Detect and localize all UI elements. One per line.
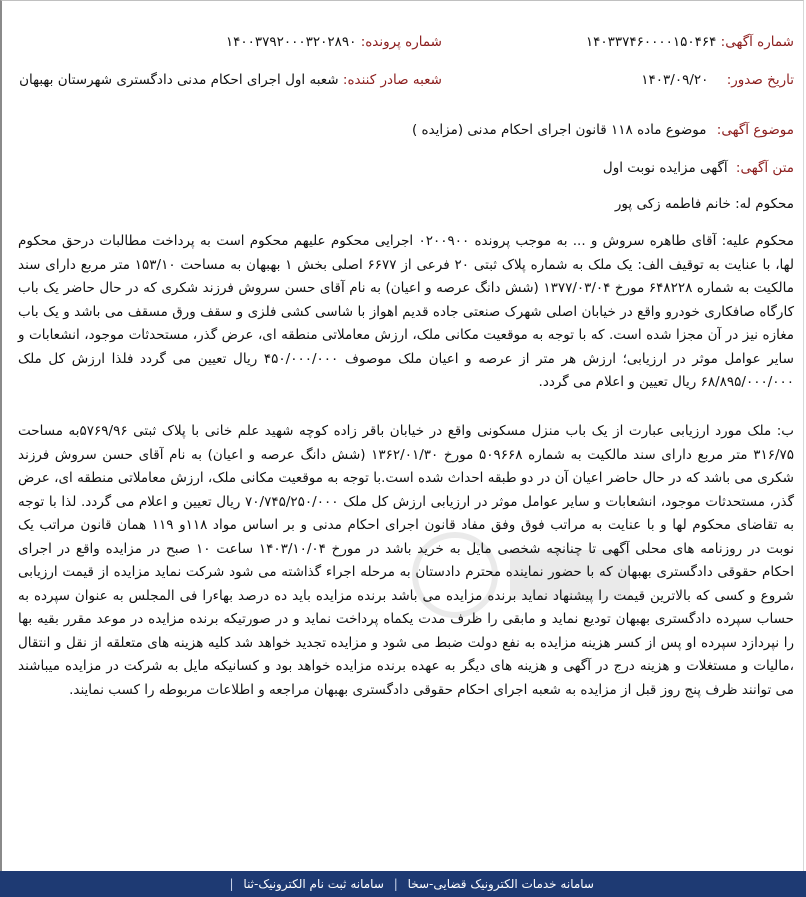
issue-date-value: ۱۴۰۳/۰۹/۲۰ [641,72,709,88]
case-number-label: شماره پرونده: [360,34,442,50]
subject [412,122,794,138]
issuing-branch [19,72,442,88]
notice-text-label: متن آگهی: [735,160,794,176]
footer-links [224,871,594,897]
footer-service-link[interactable]: سامانه خدمات الکترونیک قضایی-سخا [407,877,594,891]
notice-text [603,160,794,176]
beneficiary: محکوم له: خانم فاطمه زکی پور [614,196,794,212]
notice-number-label: شماره آگهی: [720,34,794,50]
footer-separator: | [393,877,398,891]
subject-value: موضوع ماده ۱۱۸ قانون اجرای احکام مدنی (مزایده ) [411,122,707,138]
footer-bar [0,871,806,897]
issue-date [641,72,794,88]
subject-label: موضوع آگهی: [716,122,794,138]
issuing-branch-label: شعبه صادر کننده: [342,72,442,88]
paragraph-debtor: محکوم علیه: آقای طاهره سروش و ... به موجب پرونده ۰۲۰۰۹۰۰ اجرایی محکوم علیهم محکوم است به پرداخت مطالبات درحق محکوم لها، با عنایت به توقیف الف: یک ملک به شماره پلاک ثبتی ۲۰ فرعی از ۶۶۷۷ اصلی بخش ۱ بهبهان به مساحت ۱۵۳/۱۰ متر مربع دارای سند مالکیت به شماره ۶۴۸۲۲۸ مورخ ۱۳۷۷/۰۳/۰۴ (شش دانگ عرصه و اعیان) به نام آقای حسن سروش فرزند شکری که در حال حاضر یک باب کارگاه صافکاری خودرو واقع در خیابان اصلی شهرک صنعتی جاده قدیم اهواز با شاسی کشی فلزی و سقف ورق مسقف می باشد و یک باب مغازه نیز در آن مجزا شده است. که با توجه به موقعیت مکانی ملک، ارزش معاملاتی منطقه ای، عرض گذر، مستحدثات موجود، انشعابات و سایر عوامل موثر در ارزیابی؛ ارزش هر متر از عرصه و اعیان ملک موصوف ۴۵۰/۰۰۰/۰۰۰ ریال تعیین می گردد فلذا ارزش کل ملک ۶۸/۸۹۵/۰۰۰/۰۰۰ ریال تعیین و اعلام می گردد. [18,233,795,390]
case-number [226,34,442,50]
footer-registry-link[interactable]: سامانه ثبت نام الکترونیک-ثنا [243,877,384,891]
notice-number [586,34,794,50]
issuing-branch-value: شعبه اول اجرای احکام مدنی دادگستری شهرستان بهبهان [19,72,339,88]
case-number-value: ۱۴۰۰۳۷۹۲۰۰۰۳۲۰۲۸۹۰ [225,34,357,50]
notice-number-value: ۱۴۰۳۳۷۴۶۰۰۰۰۱۵۰۴۶۴ [585,34,717,50]
issue-date-label: تاریخ صدور: [726,72,794,88]
footer-separator-end: | [229,877,234,891]
notice-document [18,0,794,870]
notice-text-value: آگهی مزایده نوبت اول [602,160,728,176]
paragraph-property-b: ب: ملک مورد ارزیابی عبارت از یک باب منزل مسکونی واقع در خیابان باقر زاده کوچه شهید علم خانی با پلاک ثبتی ۵۷۶۹/۹۶به مساحت ۳۱۶/۷۵ متر مربع دارای سند مالکیت به شماره ۵۰۹۶۶۸ مورخ ۱۳۶۲/۰۱/۳۰ (شش دانگ عرصه و اعیان) به نام آقای حسن سروش فرزند شکری می باشد که در حال حاضر اعیان آن در دو طبقه احداث شده است.با توجه به موقعیت مکانی ملک، ارزش معاملاتی منطقه ای، عرض گذر، مستحدثات موجود، انشعابات و سایر عوامل موثر در ارزیابی ارزش کل ملک ۷۰/۷۴۵/۲۵۰/۰۰۰ ریال تعیین و اعلام می گردد. لذا با توجه به تقاضای محکوم لها و با عنایت به مراتب فوق وفق مفاد قانون اجرای احکام مدنی و بر اساس مواد ۱۱۸و ۱۱۹ همان قانون مراتب یک نوبت در روزنامه های محلی آگهی تا چنانچه شخصی مایل به خرید باشد در مورخ ۱۴۰۳/۱۰/۰۴ ساعت ۱۰ صبح در مزایده واقع در اجرای احکام حقوقی دادگستری بهبهان که با حضور نماینده محترم دادستان به مرحله اجراء گذاشته می شود شرکت نماید مزایده از قیمت ارزیابی شروع و کسی که بالاترین قیمت را پیشنهاد نماید برنده مزایده می باشد برنده مزایده باید ده درصد بهاءرا فی المجلس به عنوان سپرده به حساب سپرده دادگستری بهبهان تودیع نماید و مابقی را ظرف مدت یکماه پرداخت نماید و در صورتیکه برنده مزایده در موعد مقرر بقیه بها را نپردازد سپرده او پس از کسر هزینه مزایده به نفع دولت ضبط می شود و مزایده تجدید خواهد شد کلیه هزینه های متعلقه از نقل و انتقال ،مالیات و مستغلات و هزینه درج در آگهی و هزینه های دیگر به عهده برنده مزایده خواهد بود و کسانیکه مایل به شرکت در مزایده میباشند می توانند ظرف پنج روز قبل از مزایده به شعبه اجرای احکام حقوقی دادگستری بهبهان مراجعه و اطلاعات مربوطه را کسب نمایند. [18,423,795,698]
